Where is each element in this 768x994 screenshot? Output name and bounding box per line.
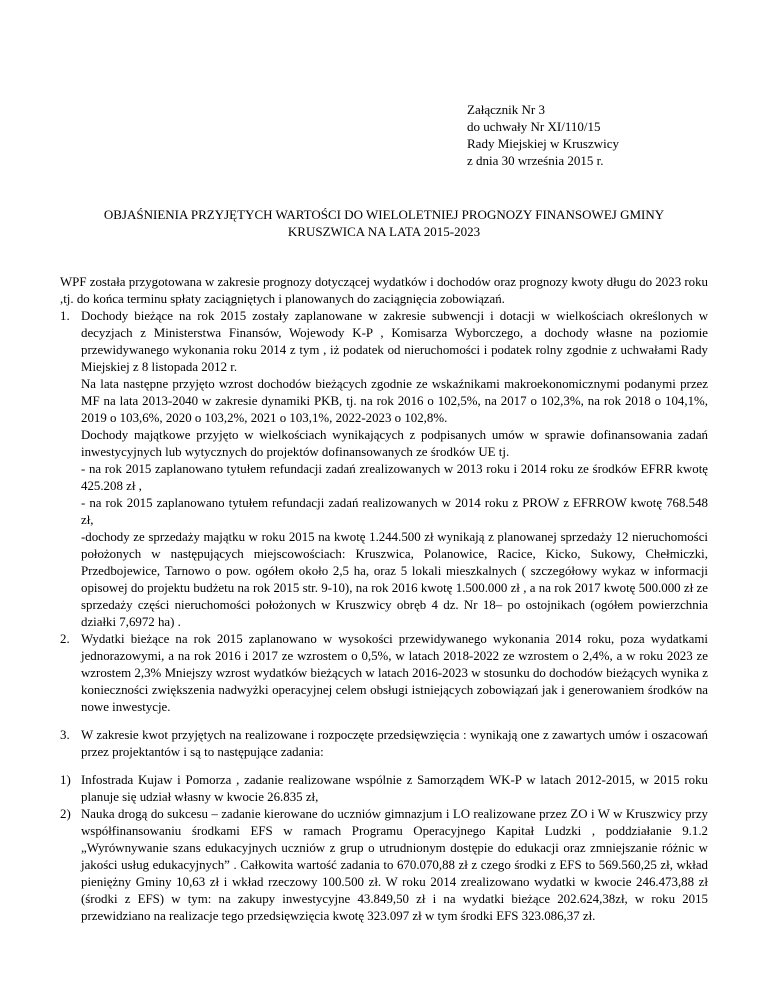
section-3-paragraph: W zakresie kwot przyjętych na realizowane i rozpoczęte przedsięwzięcia : wynikają one z zawartych umów i oszacowań przez projektantów i są to następujące zadania: bbox=[81, 728, 708, 759]
section-2-number: 2. bbox=[60, 632, 70, 646]
annex-number: Załącznik Nr 3 bbox=[467, 102, 545, 117]
task-1-number: 1) bbox=[60, 773, 71, 787]
section-1 bbox=[60, 308, 708, 631]
section-1-paragraph-6: -dochody ze sprzedaży majątku w roku 2015 na kwotę 1.244.500 zł wynikają z planowanej sprzedaży 12 nieruchomości położonych w następujących miejscowościach: Kruszwica, Polanowice, Racice, Kicko, Sukowy, Chełmiczki, Przedbojewice, Tarnowo o pow. ogółem około 2,5 ha, oraz 5 lokali mieszkalnych ( szczegółowy wykaz w informacji opisowej do projektu budżetu na rok 2015 str. 9-10), na rok 2016 kwotę 1.500.000 zł , a na rok 2017 kwotę 500.000 zł ze sprzedaży części nieruchomości położonych w Kruszwicy obręb 4 dz. Nr 18– po ostojnikach (ogółem powierzchnia działki 7,6972 ha) . bbox=[81, 530, 708, 629]
section-1-paragraph-3: Dochody majątkowe przyjęto w wielkościach wynikających z podpisanych umów w sprawie dofinansowania zadań inwestycyjnych lub wytycznych do projektów dofinansowanych ze środków UE tj. bbox=[81, 428, 708, 459]
resolution-number: do uchwały Nr XI/110/15 bbox=[467, 119, 601, 134]
task-2-number: 2) bbox=[60, 807, 71, 821]
task-1-text: Infostrada Kujaw i Pomorza , zadanie realizowane wspólnie z Samorządem WK-P w latach 2012-2015, w 2015 roku planuje się udział własny w kwocie 26.835 zł, bbox=[81, 773, 708, 804]
section-1-paragraph-5: - na rok 2015 zaplanowano tytułem refundacji zadań realizowanych w 2014 roku z PROW z EFRROW kwotę 768.548 zł, bbox=[81, 496, 708, 527]
annex-header bbox=[467, 101, 619, 169]
title-line-1: OBJAŚNIENIA PRZYJĘTYCH WARTOŚCI DO WIELOLETNIEJ PROGNOZY FINANSOWEJ GMINY bbox=[103, 207, 665, 222]
intro-paragraph: WPF została przygotowana w zakresie prognozy dotyczącej wydatków i dochodów oraz prognozy kwoty długu do 2023 roku ,tj. do końca terminu spłaty zaciągniętych i planowanych do zaciągnięcia zobowiązań. bbox=[60, 275, 708, 306]
task-item-1 bbox=[60, 772, 708, 806]
section-3 bbox=[60, 727, 708, 761]
section-1-paragraph-4: - na rok 2015 zaplanowano tytułem refundacji zadań zrealizowanych w 2013 roku i 2014 roku ze środków EFRR kwotę 425.208 zł , bbox=[81, 462, 708, 493]
section-2-paragraph: Wydatki bieżące na rok 2015 zaplanowano w wysokości przewidywanego wykonania 2014 roku, poza wydatkami jednorazowymi, a na rok 2016 i 2017 ze wzrostem o 0,5%, w latach 2018-2022 ze wzrostem o 2,4%, a w roku 2023 ze wzrostem 2,3% Mniejszy wzrost wydatków bieżących w latach 2016-2023 w stosunku do dochodów bieżących wynika z konieczności zwiększenia nadwyżki operacyjnej celem obsługi istniejących zobowiązań jak i generowaniem środków na nowe inwestycje. bbox=[81, 632, 708, 714]
task-2-text: Nauka drogą do sukcesu – zadanie kierowane do uczniów gimnazjum i LO realizowane przez ZO i W w Kruszwicy przy współfinansowaniu środkami EFS w ramach Programu Operacyjnego Kapitał Ludzki , poddziałanie 9.1.2 „Wyrównywanie szans edukacyjnych uczniów z grup o utrudnionym dostępie do edukacji oraz zmniejszanie różnic w jakości usług edukacyjnych” . Całkowita wartość zadania to 670.070,88 zł z czego środki z EFS to 569.560,25 zł, wkład pieniężny Gminy 10,63 zł i wkład rzeczowy 100.500 zł. W roku 2014 zrealizowano wydatki w kwocie 246.473,88 zł (środki z EFS) w tym: na zakupy inwestycyjne 43.849,50 zł i na wydatki bieżące 202.624,38zł, w roku 2015 przewidziano na realizacje tego przedsięwzięcia kwotę 323.097 zł w tym środki EFS 323.086,37 zł. bbox=[81, 807, 708, 923]
resolution-date: z dnia 30 września 2015 r. bbox=[467, 153, 604, 168]
section-1-paragraph-1: Dochody bieżące na rok 2015 zostały zaplanowane w zakresie subwencji i dotacji w wielkościach określonych w decyzjach z Ministerstwa Finansów, Wojewody K-P , Komisarza Wyborczego, a dochody własne na poziomie przewidywanego wykonania roku 2014 z tym , iż podatek od nieruchomości i podatek rolny zgodnie z uchwałami Rady Miejskiej z 8 listopada 2012 r. bbox=[81, 309, 708, 374]
council-name: Rady Miejskiej w Kruszwicy bbox=[467, 136, 620, 151]
section-1-number: 1. bbox=[60, 309, 70, 323]
task-item-2 bbox=[60, 806, 708, 925]
section-1-paragraph-2: Na lata następne przyjęto wzrost dochodów bieżących zgodnie ze wskaźnikami makroekonomicznymi podanymi przez MF na lata 2013-2040 w zakresie dynamiki PKB, tj. na rok 2016 o 102,5%, na 2017 o 102,3%, na rok 2018 o 104,1%, 2019 o 103,6%, 2020 o 103,2%, 2021 o 103,1%, 2022-2023 o 102,8%. bbox=[81, 377, 708, 425]
document-title bbox=[60, 206, 708, 240]
document-body bbox=[60, 274, 708, 925]
section-2 bbox=[60, 631, 708, 716]
section-3-number: 3. bbox=[60, 728, 70, 742]
title-line-2: KRUSZWICA NA LATA 2015-2023 bbox=[287, 224, 481, 239]
